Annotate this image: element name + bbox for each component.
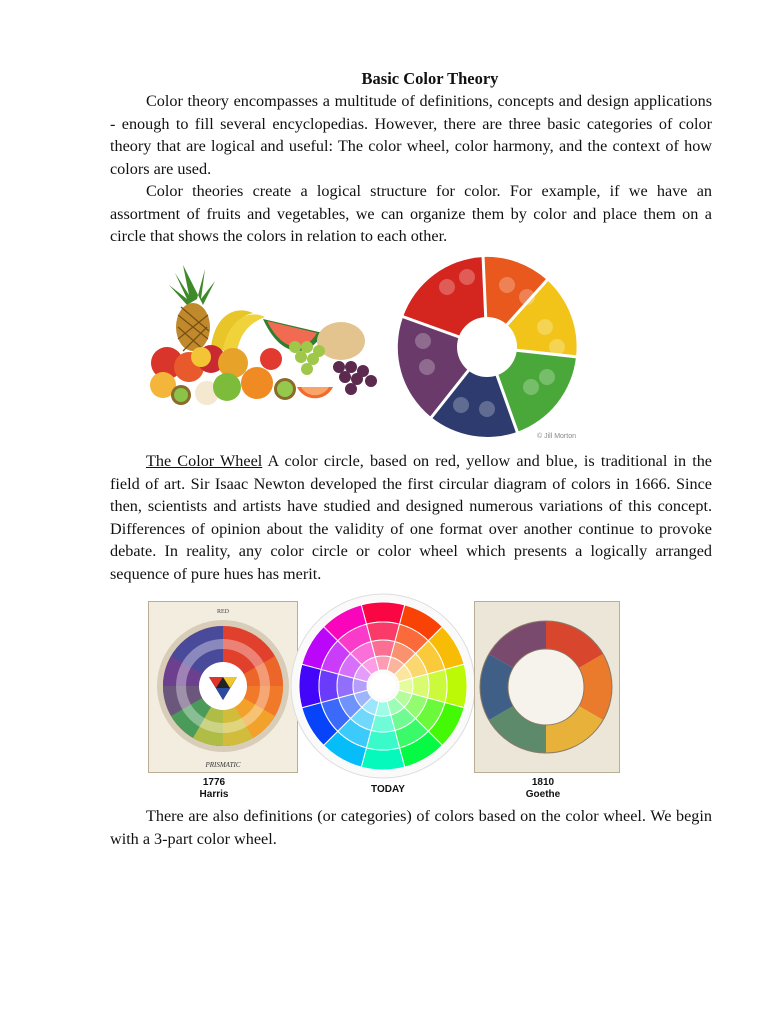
harris-year: 1776 — [202, 777, 226, 788]
wheel-center — [457, 317, 517, 377]
today-wheel-segment — [319, 669, 339, 702]
goethe-year: 1810 — [531, 777, 555, 788]
color-wheel-section — [110, 450, 712, 585]
harris-plate-top-label: RED — [217, 609, 229, 615]
photo-credit: © Jill Morton — [537, 433, 576, 440]
fruit-illustration — [145, 255, 395, 415]
orange — [241, 367, 273, 399]
today-wheel-segment — [366, 622, 399, 642]
color-wheel-heading: The Color Wheel — [146, 452, 263, 470]
today-wheel-segment — [299, 664, 321, 707]
harris-caption — [189, 777, 239, 801]
today-color-wheel — [283, 593, 483, 783]
lemon — [191, 347, 211, 367]
purple-grapes — [333, 361, 377, 395]
intro-paragraphs — [110, 90, 712, 248]
apple — [260, 348, 282, 370]
goethe-color-wheel — [474, 601, 620, 773]
paragraph-2: Color theories create a logical structure for color. For example, if we have an assortment of fruits and vegetables, we can organize them by color and place them on a circle that shows the colors in relation to each other. — [110, 182, 712, 245]
harris-color-wheel — [148, 601, 298, 773]
today-wheel-segment — [427, 669, 447, 702]
today-wheel-segment — [445, 664, 467, 707]
paragraph-1: Color theory encompasses a multitude of definitions, concepts and design applications - enough to fill several encyclopedias. However, there are three basic categories of color theory that are logical and useful: The color wheel, color harmony, and the context of how colors are used. — [110, 92, 712, 178]
harris-plate-bottom-label: PRISMATIC — [205, 761, 241, 769]
green-grapes — [289, 341, 325, 375]
today-wheel-segment — [361, 602, 404, 624]
orange — [218, 348, 248, 378]
goethe-name: Goethe — [525, 789, 561, 800]
fruit-color-wheel — [385, 255, 590, 445]
closing-section — [110, 805, 712, 850]
goethe-caption — [518, 777, 568, 801]
melon — [317, 322, 365, 360]
today-wheel-segment — [361, 748, 404, 770]
today-wheel-segment — [366, 730, 399, 750]
color-wheel-text: A color circle, based on red, yellow and blue, is traditional in the field of art. Sir Isaac Newton developed the first circular diagram of colors in 1666. Since then, scientists and artists have studied and designed numerous variations of this concept. Differences of opinion about the validity of one format over another continue to provoke debate. In reality, any color circle or color wheel which presents a logically arranged sequence of pure hues has merit. — [110, 452, 712, 583]
pineapple — [169, 265, 215, 351]
closing-paragraph: There are also definitions (or categories) of colors based on the color wheel. We begin with a 3-part color wheel. — [110, 807, 712, 848]
today-wheel-center — [370, 673, 396, 699]
page-title: Basic Color Theory — [361, 69, 499, 88]
color-wheel-paragraph — [110, 450, 712, 585]
today-caption: TODAY — [371, 784, 405, 795]
green-apple — [213, 373, 241, 401]
harris-name: Harris — [199, 789, 229, 800]
